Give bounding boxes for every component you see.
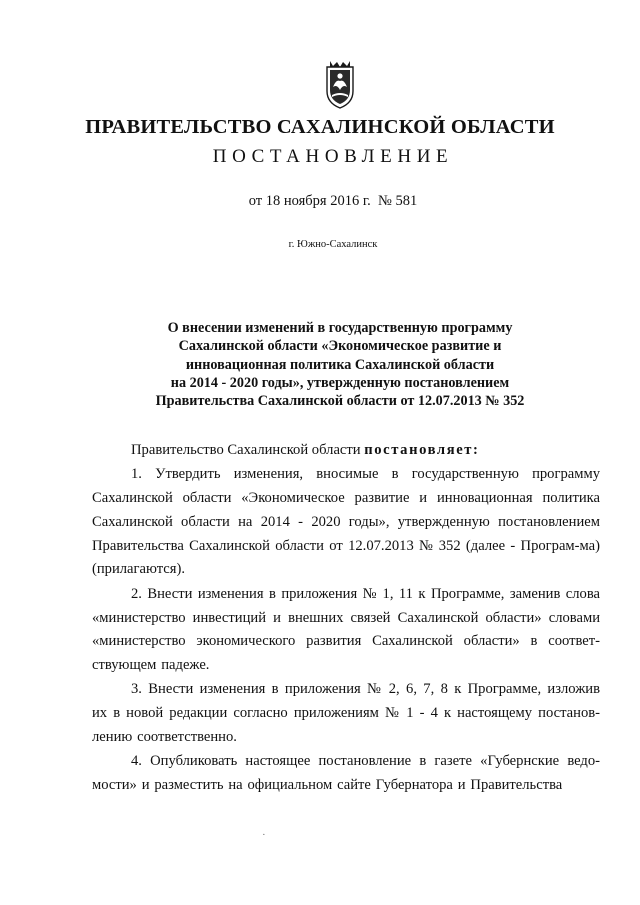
resolution-item: 3. Внести изменения в приложения № 2, 6, 7, 8 к Программе, изложив их в новой редакции согласно приложениям № 1 - 4 к настоящему постанов-лению соответственно. — [92, 681, 600, 746]
document-city: г. Южно-Сахалинск — [288, 239, 378, 250]
resolution-item: 1. Утвердить изменения, вносимые в государственную программу Сахалинской области «Экономическое развитие и инновационная политика Сахалинской области на 2014 - 2020 годы», утвержденную постановлением Правительства Сахалинской области от 12.07.2013 № 352 (далее - Програм-ма) (прилагаются). — [92, 466, 600, 578]
heading-line: О внесении изменений в государственную программу — [167, 320, 513, 336]
document-body — [92, 439, 600, 798]
sakhalin-coat-of-arms-icon — [321, 57, 359, 109]
document-date: 18 ноября 2016 г. — [265, 193, 371, 209]
document-number: 581 — [395, 193, 418, 209]
resolution-item: 2. Внести изменения в приложения № 1, 11 к Программе, заменив слова «министерство инвестиций и внешних связей Сахалинской области» словами «министерство экономического развития Сахалинской области» в соответ-ствующем падеже. — [92, 585, 600, 674]
heading-line: Правительства Сахалинской области от 12.07.2013 № 352 — [155, 393, 525, 410]
date-prefix: от — [248, 193, 263, 209]
heading-line: на 2014 - 2020 годы», утвержденную постановлением — [170, 374, 510, 391]
number-label: № — [378, 193, 392, 209]
preamble-text: Правительство Сахалинской области — [131, 442, 365, 458]
resolution-item: 4. Опубликовать настоящее постановление в газете «Губернские ведо-мости» и разместить на официальном сайте Губернатора и Правительства — [92, 753, 600, 794]
document-heading — [120, 319, 560, 410]
government-title: ПРАВИТЕЛЬСТВО САХАЛИНСКОЙ ОБЛАСТИ — [85, 116, 555, 138]
preamble — [92, 439, 600, 463]
document-date-line — [0, 193, 640, 210]
heading-line: инновационная политика Сахалинской области — [185, 356, 495, 373]
scan-speck: · — [262, 829, 266, 841]
heading-line: Сахалинской области «Экономическое развитие и — [178, 338, 502, 355]
preamble-keyword: постановляет: — [364, 442, 480, 458]
document-type: ПОСТАНОВЛЕНИЕ — [212, 146, 454, 167]
